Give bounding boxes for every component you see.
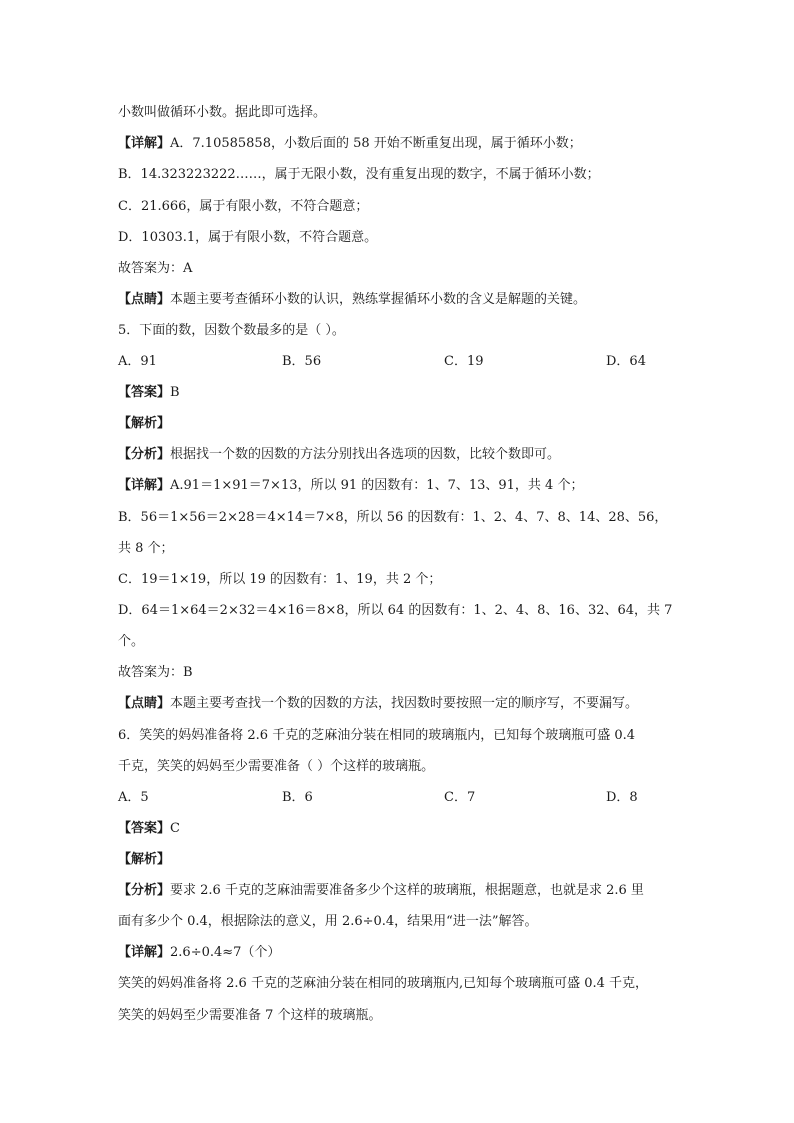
- question-stem: 6．笑笑的妈妈准备将 2.6 千克的芝麻油分装在相同的玻璃瓶内，已知每个玻璃瓶可盛 0.4: [118, 728, 636, 743]
- option-d: D．8: [606, 790, 638, 805]
- line-text: B: [170, 385, 180, 400]
- question-stem: 千克，笑笑的妈妈至少需要准备（ ）个这样的玻璃瓶。: [118, 759, 435, 774]
- option-b: B．6: [282, 790, 313, 805]
- section-tag: 【答案】: [118, 385, 171, 400]
- line-text: A.91＝1×91＝7×13，所以 91 的因数有：1、7、13、91，共 4 个；: [170, 478, 584, 493]
- text-line: 个。: [118, 634, 145, 649]
- line-text: 本题主要考查循环小数的认识，熟练掌握循环小数的含义是解题的关键。: [170, 292, 587, 307]
- line-text: A．7.10585858，小数后面的 58 开始不断重复出现，属于循环小数；: [170, 136, 582, 151]
- section-tag: 【答案】: [118, 821, 171, 836]
- text-line: [118, 291, 698, 309]
- text-line: D．64＝1×64＝2×32＝4×16＝8×8，所以 64 的因数有：1、2、4、8、16、32、64，共 7: [118, 603, 673, 618]
- text-line: B．14.323223222……，属于无限小数，没有重复出现的数字，不属于循环小数；: [118, 167, 600, 182]
- option-d: D．64: [606, 354, 646, 369]
- line-text: 要求 2.6 千克的芝麻油需要准备多少个这样的玻璃瓶，根据题意，也就是求 2.6 里: [170, 883, 644, 898]
- text-line: 笑笑的妈妈至少需要准备 7 个这样的玻璃瓶。: [118, 1008, 382, 1023]
- text-line: B．56＝1×56＝2×28＝4×14＝7×8，所以 56 的因数有：1、2、4、7、8、14、28、56，: [118, 510, 668, 525]
- section-tag: 【点睛】: [118, 696, 171, 711]
- text-line: 共 8 个；: [118, 541, 174, 556]
- text-line: [118, 446, 698, 464]
- section-tag: 【解析】: [118, 416, 171, 431]
- text-line: [118, 477, 698, 495]
- text-line: 小数叫做循环小数。据此即可选择。: [118, 105, 327, 120]
- text-line: C．19＝1×19，所以 19 的因数有：1、19，共 2 个；: [118, 572, 442, 587]
- option-a: A．91: [118, 354, 157, 369]
- section-tag: 【解析】: [118, 852, 171, 867]
- line-text: 根据找一个数的因数的方法分别找出各选项的因数，比较个数即可。: [170, 447, 561, 462]
- section-tag: 【点睛】: [118, 292, 171, 307]
- text-line: D．10303.1，属于有限小数，不符合题意。: [118, 230, 378, 245]
- question-stem: 5．下面的数，因数个数最多的是（ ）。: [118, 323, 345, 338]
- option-b: B．56: [282, 354, 322, 369]
- text-line: [118, 944, 698, 962]
- option-c: C．19: [444, 354, 484, 369]
- line-text: 2.6÷0.4≈7（个）: [170, 945, 281, 960]
- text-line: [118, 851, 698, 869]
- answer-line: [118, 384, 698, 402]
- text-line: [118, 695, 698, 713]
- text-line: [118, 882, 698, 900]
- section-tag: 【详解】: [118, 136, 171, 151]
- line-text: 本题主要考查找一个数的因数的方法，找因数时要按照一定的顺序写，不要漏写。: [170, 696, 639, 711]
- text-line: 面有多少个 0.4，根据除法的意义，用 2.6÷0.4，结果用“进一法”解答。: [118, 914, 538, 929]
- line-text: C: [170, 821, 180, 836]
- section-tag: 【详解】: [118, 478, 171, 493]
- text-line: 笑笑的妈妈准备将 2.6 千克的芝麻油分装在相同的玻璃瓶内,已知每个玻璃瓶可盛 0.4 千克，: [118, 976, 649, 991]
- text-line: [118, 415, 698, 433]
- section-tag: 【分析】: [118, 447, 171, 462]
- answer-line: [118, 820, 698, 838]
- option-c: C．7: [444, 790, 476, 805]
- text-line: 故答案为：A: [118, 261, 193, 276]
- text-line: [118, 135, 698, 153]
- section-tag: 【详解】: [118, 945, 171, 960]
- text-line: C．21.666，属于有限小数，不符合题意；: [118, 199, 369, 214]
- text-line: 故答案为：B: [118, 665, 193, 680]
- section-tag: 【分析】: [118, 883, 171, 898]
- option-a: A．5: [118, 790, 149, 805]
